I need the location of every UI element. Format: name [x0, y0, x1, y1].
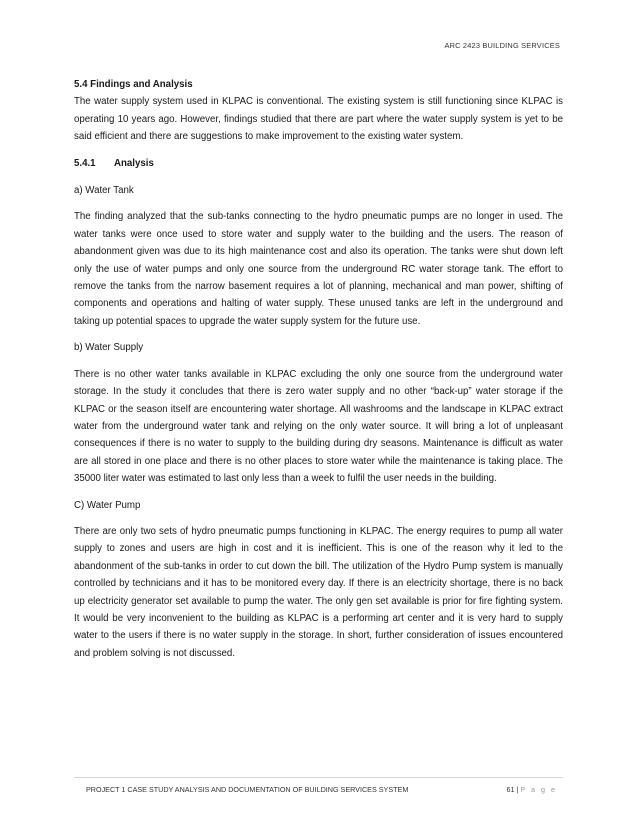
- section-title: 5.4 Findings and Analysis: [74, 79, 193, 90]
- running-header: ARC 2423 BUILDING SERVICES: [444, 41, 560, 50]
- page-separator: |: [516, 785, 519, 794]
- item-heading-water-pump: C) Water Pump: [74, 499, 141, 511]
- page-word: P a g e: [520, 785, 557, 794]
- page-number-value: 61: [506, 785, 515, 794]
- item-heading-water-supply: b) Water Supply: [74, 342, 144, 354]
- subsection-label: Analysis: [114, 157, 154, 169]
- subsection-number: 5.4.1: [74, 157, 96, 169]
- page-footer: [74, 777, 563, 794]
- paragraph-water-tank: The finding analyzed that the sub-tanks connecting to the hydro pneumatic pumps are no longer in used. The water tanks were once used to store water and supply water to the building and the users. The reason of abandonment given was due to its high maintenance cost and also its operation. The tanks were shut down left only the use of water pumps and only one source from the underground RC water storage tank. The effort to remove the tanks from the narrow basement requires a lot of planning, mechanical and man power, shifting of components and operations and halting of water supply. These unused tanks are left in the underground and taking up potential spaces to upgrade the water supply system for the future use.: [74, 211, 563, 327]
- paragraph-water-pump: There are only two sets of hydro pneumatic pumps functioning in KLPAC. The energy requires to pump all water supply to zones and users are high in cost and it is inefficient. This is one of the reason why it led to the abandonment of the sub-tanks in order to cut down the bill. The utilization of the Hydro Pump system is manually controlled by technicians and it has to be monitored every day. If there is an electricity shortage, there is no back up electricity generator set available to pump the water. The only gen set available is prior for fire fighting system. It would be very inconvenient to the building as KLPAC is a performing art center and it is very hard to supply water to the users if there is no water supply in the storage. In short, further consideration of issues encountered and problem solving is not discussed.: [74, 525, 563, 659]
- item-heading-water-tank: a) Water Tank: [74, 185, 134, 197]
- intro-paragraph: The water supply system used in KLPAC is conventional. The existing system is still functioning since KLPAC is operating 10 years ago. However, findings studied that there are part where the water supply system is yet to be said efficient and there are suggestions to make improvement to the existing water system.: [74, 96, 563, 143]
- body-content: [74, 76, 563, 671]
- footer-title: PROJECT 1 CASE STUDY ANALYSIS AND DOCUMENTATION OF BUILDING SERVICES SYSTEM: [86, 785, 409, 794]
- subsection-title: [74, 155, 563, 172]
- page-number: [506, 785, 557, 794]
- paragraph-water-supply: There is no other water tanks available in KLPAC excluding the only one source from the underground water storage. In the study it concludes that there is zero water supply and no other “back-up” water storage if the KLPAC or the season itself are encountering water shortage. All washrooms and the landscape in KLPAC extract water from the underground water tank and relying on the only water source. It will bring a lot of unpleasant consequences if there is no water to supply to the building during dry seasons. Maintenance is difficult as water are all stored in one place and there is no other places to store water while the maintenance is taking place. The 35000 liter water was estimated to last only less than a week to fulfil the user needs in the building.: [74, 368, 563, 485]
